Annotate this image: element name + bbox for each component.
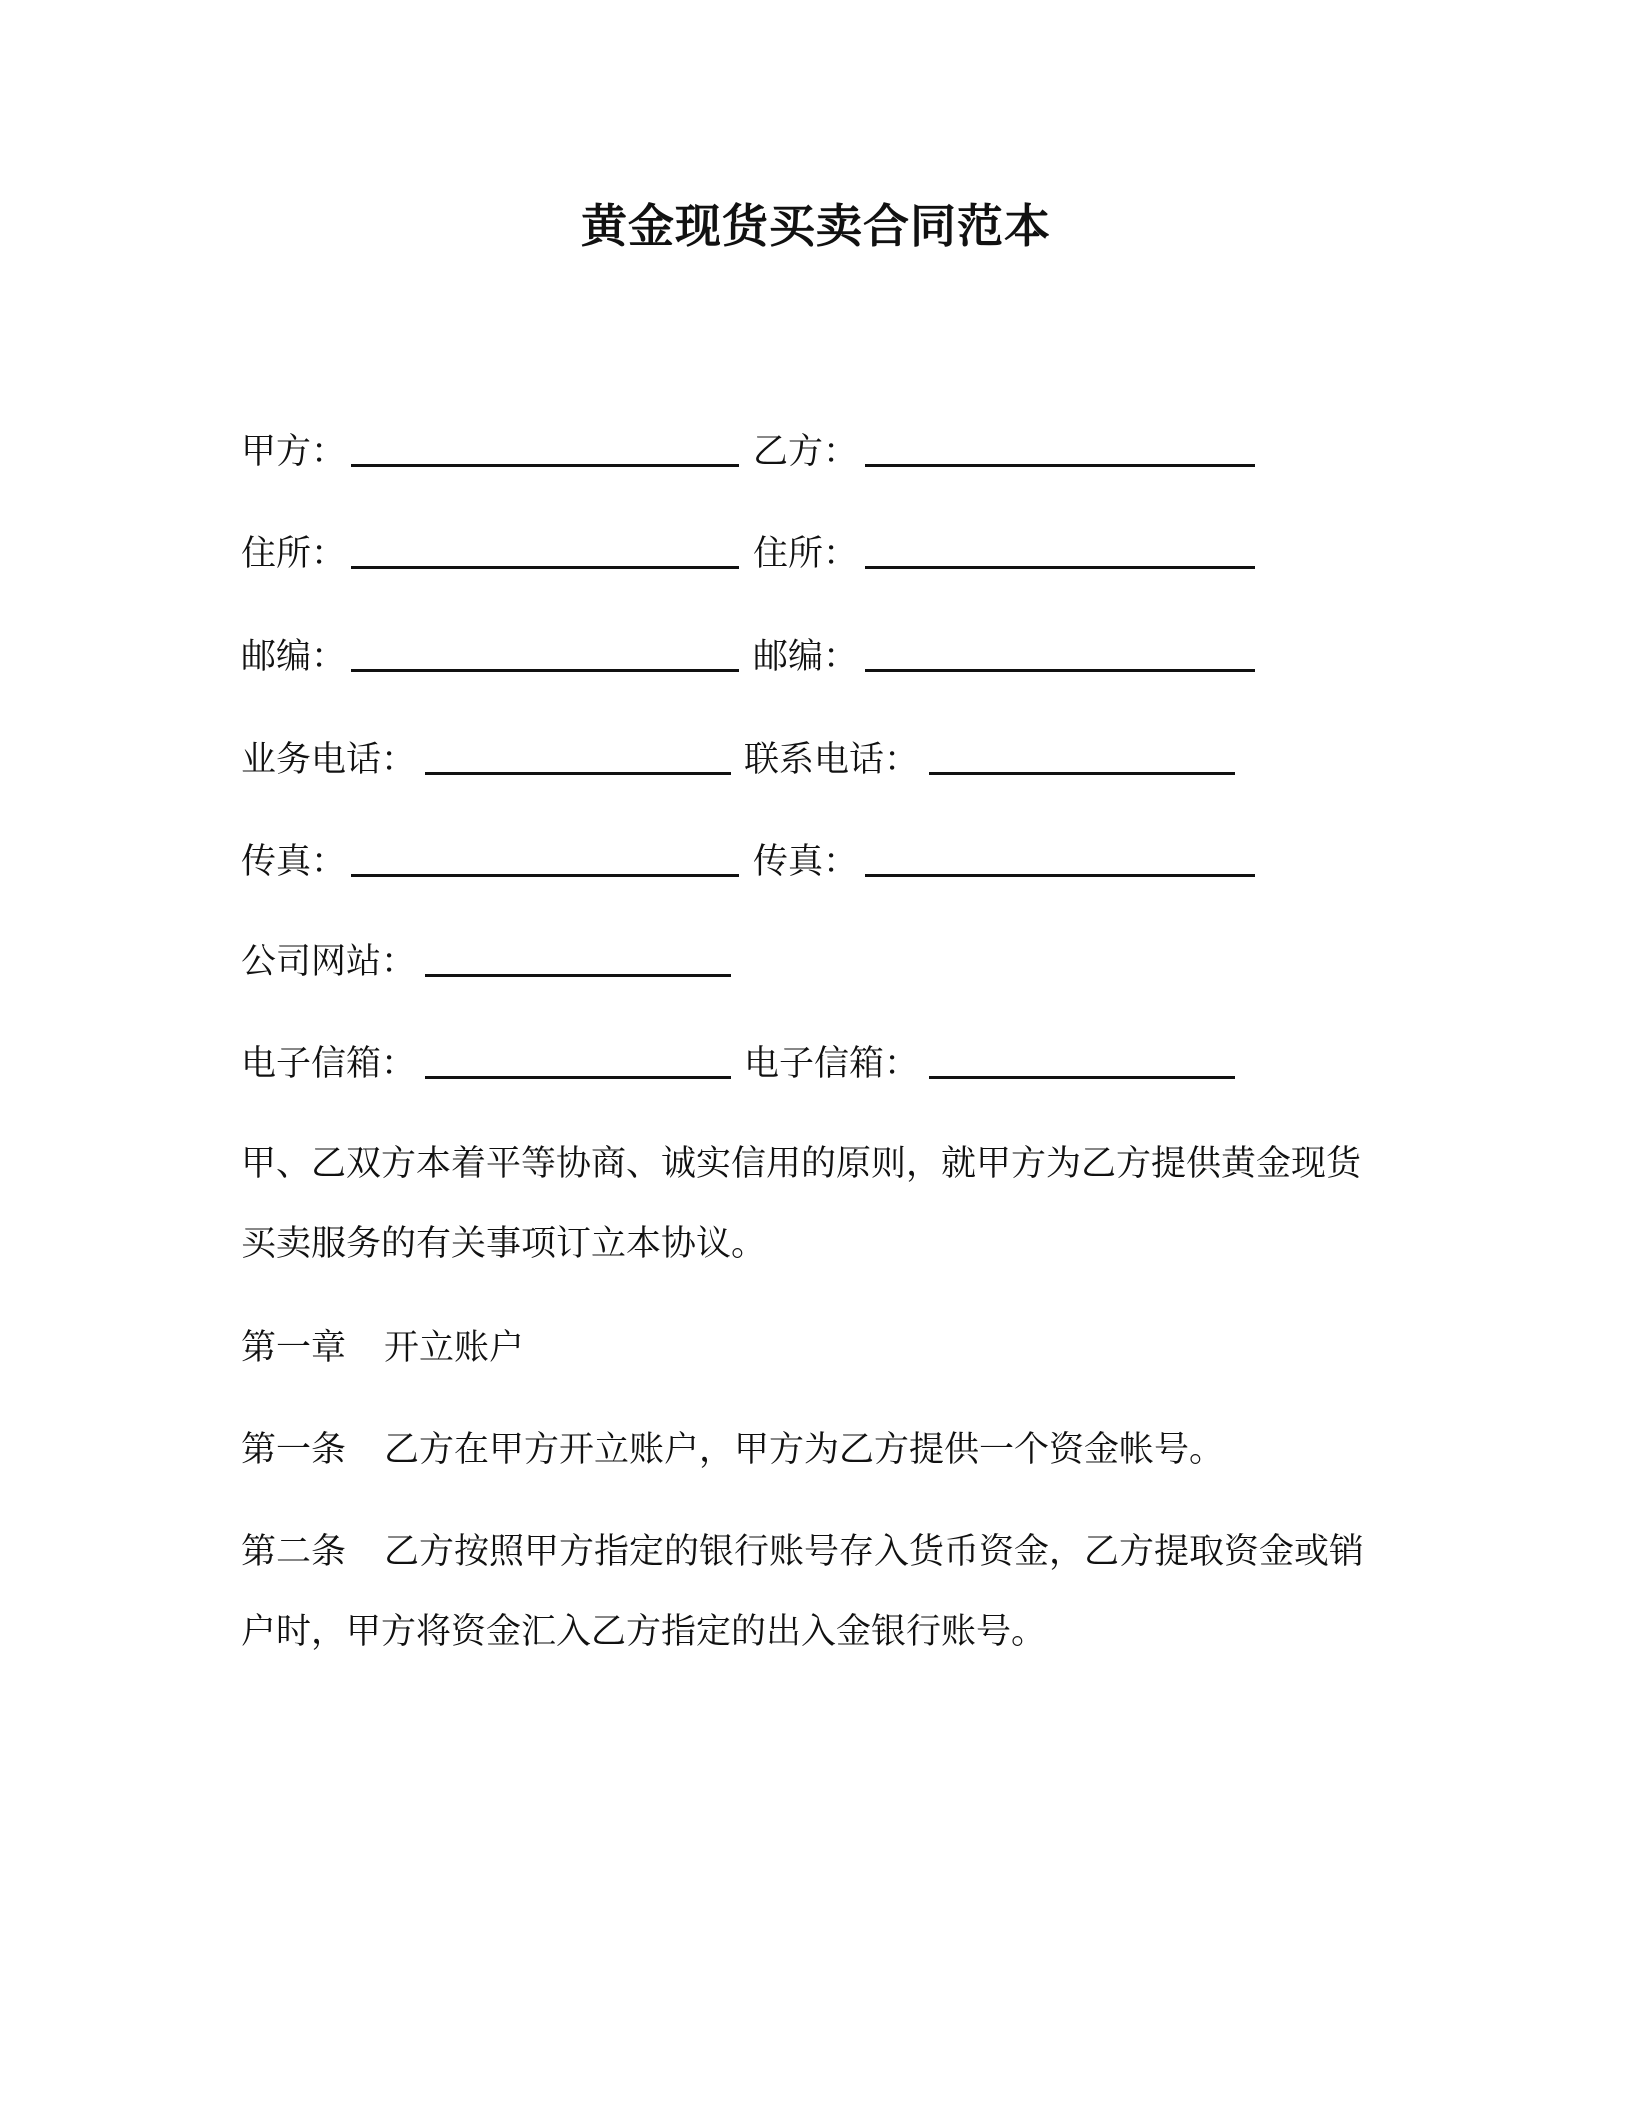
business-phone-label: 业务电话：	[241, 740, 417, 780]
article-1-number: 第一条	[241, 1430, 347, 1470]
email-a-label: 电子信箱：	[241, 1044, 417, 1084]
postcode-b-blank[interactable]	[865, 669, 1255, 672]
chapter-number: 第一章	[241, 1328, 347, 1368]
postcode-b-label: 邮编：	[753, 637, 859, 677]
party-a-label: 甲方：	[241, 432, 347, 472]
address-a-blank[interactable]	[351, 566, 739, 569]
party-b-blank[interactable]	[865, 464, 1255, 467]
contact-phone-label: 联系电话：	[744, 740, 920, 780]
address-b-label: 住所：	[753, 534, 859, 574]
website-label: 公司网站：	[241, 942, 417, 982]
fax-b-label: 传真：	[753, 842, 859, 882]
article-2-number: 第二条	[241, 1532, 347, 1572]
address-a-label: 住所：	[241, 534, 347, 574]
chapter-title: 开立账户	[384, 1328, 525, 1368]
document-title: 黄金现货买卖合同范本	[581, 199, 1051, 253]
fax-a-blank[interactable]	[351, 874, 739, 877]
postcode-a-label: 邮编：	[241, 637, 347, 677]
fax-b-blank[interactable]	[865, 874, 1255, 877]
article-2-text: 乙方按照甲方指定的银行账号存入货币资金，乙方提取资金或销户时，甲方将资金汇入乙方指定的出入金银行账号。	[241, 1532, 1365, 1652]
email-b-blank[interactable]	[929, 1076, 1235, 1079]
article-1-text: 乙方在甲方开立账户，甲方为乙方提供一个资金帐号。	[384, 1430, 1225, 1470]
email-b-label: 电子信箱：	[744, 1044, 920, 1084]
party-a-blank[interactable]	[351, 464, 739, 467]
article-2	[241, 1512, 1391, 1672]
chapter-heading	[241, 1308, 1391, 1388]
address-b-blank[interactable]	[865, 566, 1255, 569]
postcode-a-blank[interactable]	[351, 669, 739, 672]
business-phone-blank[interactable]	[425, 772, 731, 775]
article-1	[241, 1410, 1391, 1490]
contact-phone-blank[interactable]	[929, 772, 1235, 775]
intro-paragraph: 甲、乙双方本着平等协商、诚实信用的原则，就甲方为乙方提供黄金现货买卖服务的有关事项订立本协议。	[241, 1144, 1362, 1264]
fax-a-label: 传真：	[241, 842, 347, 882]
email-a-blank[interactable]	[425, 1076, 731, 1079]
website-blank[interactable]	[425, 974, 731, 977]
party-b-label: 乙方：	[753, 432, 859, 472]
